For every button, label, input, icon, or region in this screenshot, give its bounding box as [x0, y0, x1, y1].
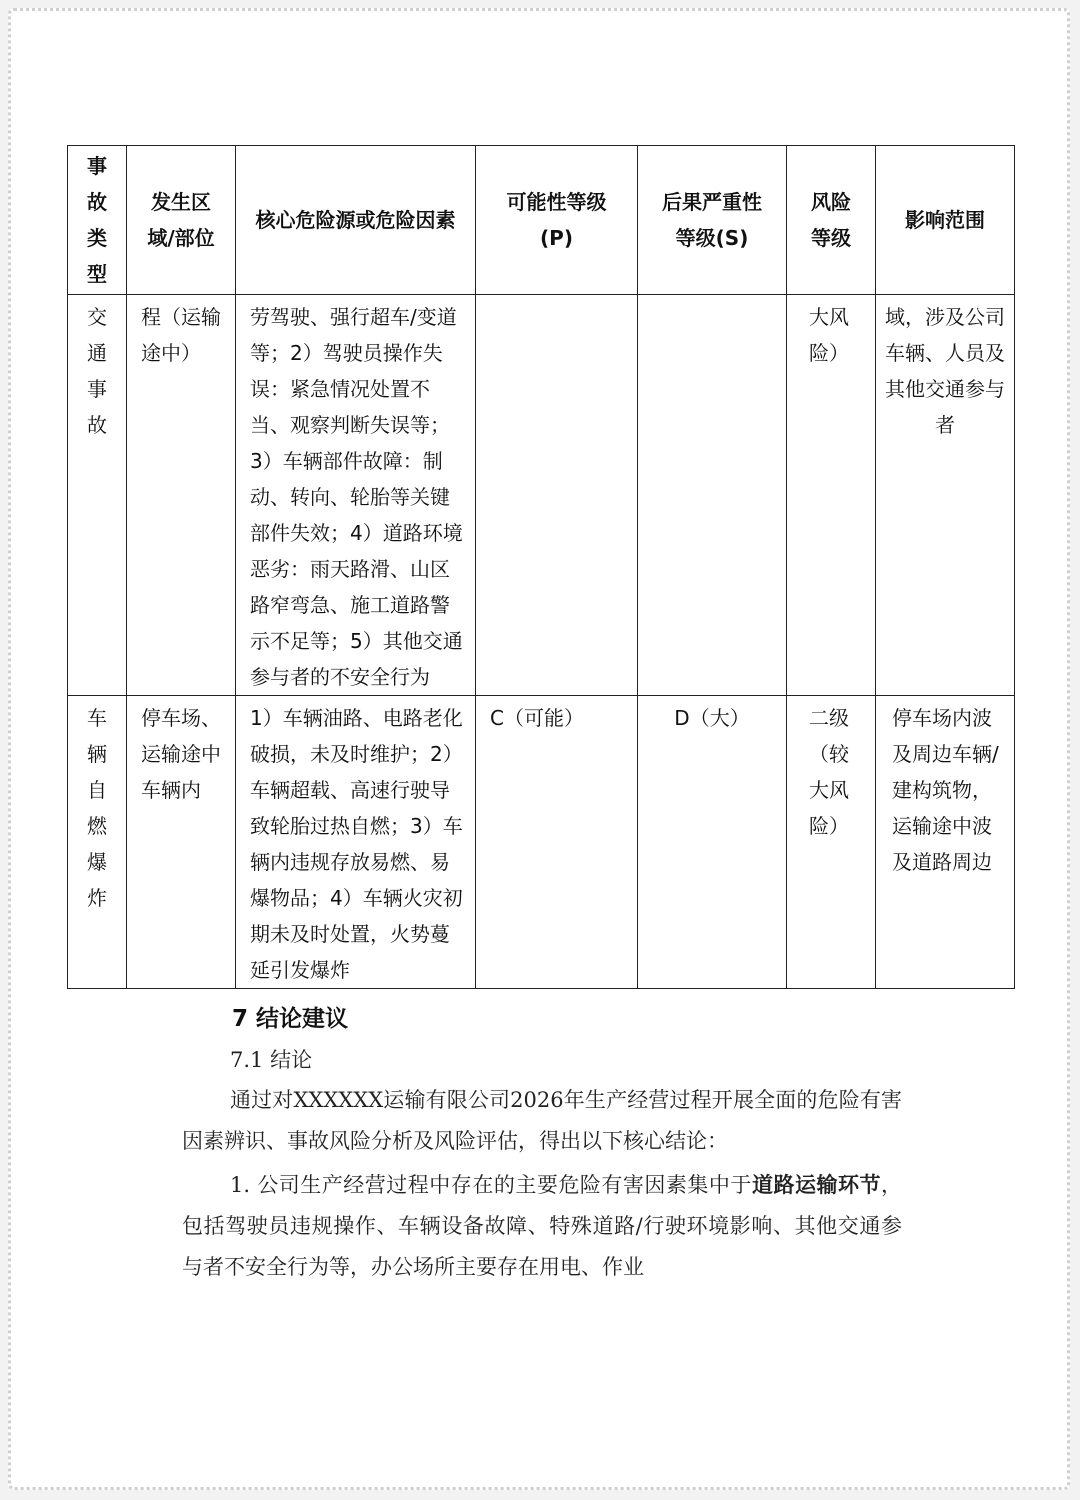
header-area: 发生区域/部位: [127, 146, 236, 295]
cell-severity: D（大）: [638, 696, 787, 989]
cell-risk-level: 二级（较大风险）: [787, 696, 876, 989]
cell-severity: [638, 295, 787, 696]
cell-likelihood: [476, 295, 638, 696]
header-likelihood: 可能性等级(P): [476, 146, 638, 295]
cell-area: 停车场、运输途中车辆内: [127, 696, 236, 989]
header-risk-level: 风险等级: [787, 146, 876, 295]
cell-accident-type: 交通事故: [68, 295, 127, 696]
cell-hazard: 1）车辆油路、电路老化破损，未及时维护；2）车辆超载、高速行驶导致轮胎过热自燃；3）车辆内违规存放易燃、易爆物品；4）车辆火灾初期未及时处置，火势蔓延引发爆炸: [236, 696, 476, 989]
cell-impact: 域，涉及公司车辆、人员及其他交通参与者: [876, 295, 1015, 696]
subsection-heading: 7.1 结论: [230, 1048, 313, 1072]
cell-impact: 停车场内波及周边车辆/建构筑物，运输途中波及道路周边: [876, 696, 1015, 989]
table-row: [68, 696, 1015, 989]
cell-likelihood: C（可能）: [476, 696, 638, 989]
emphasis-text: 道路运输环节: [751, 1172, 881, 1197]
conclusion-item-1: 1. 公司生产经营过程中存在的主要危险有害因素集中于道路运输环节，包括驾驶员违规操作、车辆设备故障、特殊道路/行驶环境影响、其他交通参与者不安全行为等，办公场所主要存在用电、作业: [182, 1172, 902, 1279]
table-header-row: [68, 146, 1015, 295]
cell-hazard: 劳驾驶、强行超车/变道等；2）驾驶员操作失误：紧急情况处置不当、观察判断失误等；3）车辆部件故障：制动、转向、轮胎等关键部件失效；4）道路环境恶劣：雨天路滑、山区路窄弯急、施工道路警示不足等；5）其他交通参与者的不安全行为: [236, 295, 476, 696]
risk-assessment-table: [67, 145, 1015, 989]
table-row: [68, 295, 1015, 696]
header-impact: 影响范围: [876, 146, 1015, 295]
header-hazard: 核心危险源或危险因素: [236, 146, 476, 295]
header-severity: 后果严重性等级(S): [638, 146, 787, 295]
cell-risk-level: 大风险）: [787, 295, 876, 696]
section-heading: 7 结论建议: [232, 1006, 349, 1032]
header-accident-type: 事故类型: [68, 146, 127, 295]
cell-area: 程（运输途中）: [127, 295, 236, 696]
conclusion-paragraph: 通过对XXXXXX运输有限公司2026年生产经营过程开展全面的危险有害因素辨识、事故风险分析及风险评估，得出以下核心结论：: [182, 1088, 902, 1153]
cell-accident-type: 车辆自燃爆炸: [68, 696, 127, 989]
